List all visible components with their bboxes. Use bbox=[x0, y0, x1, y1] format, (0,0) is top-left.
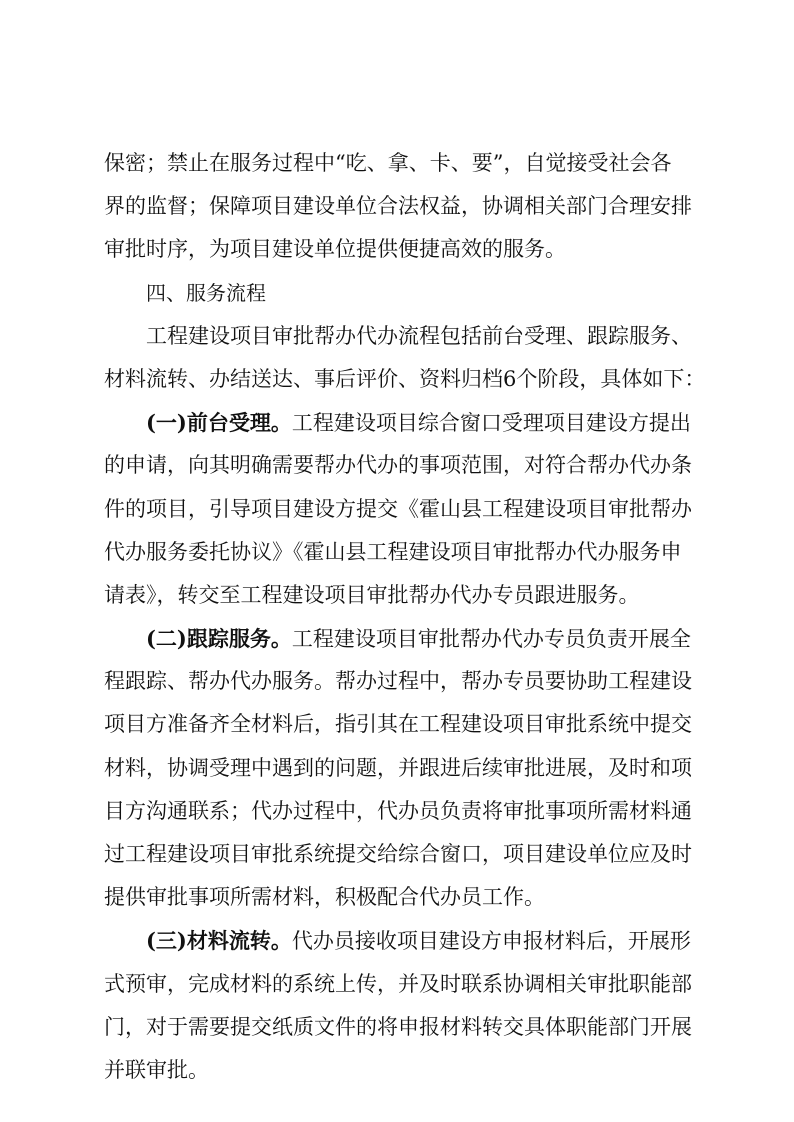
intro-line-1: 保密；禁止在服务过程中“吃、拿、卡、要”，自觉接受社会各 bbox=[104, 151, 672, 175]
paragraph-1-title: (一)前台受理。 bbox=[146, 410, 292, 436]
paragraph-1-line: 件的项目，引导项目建设方提交《霍山县工程建设项目审批帮办 bbox=[104, 496, 692, 521]
overview-line-1: 工程建设项目审批帮办代办流程包括前台受理、跟踪服务、 bbox=[146, 323, 692, 348]
paragraph-1-first-line bbox=[104, 401, 698, 444]
paragraph-2-line: 目方沟通联系；代办过程中，代办员负责将审批事项所需材料通 bbox=[104, 798, 692, 823]
paragraph-2-text: 工程建设项目审批帮办代办专员负责开展全 bbox=[291, 627, 691, 652]
intro-line-3: 审批时序，为项目建设单位提供便捷高效的服务。 bbox=[104, 237, 566, 262]
paragraph-2-line: 程跟踪、帮办代办服务。帮办过程中，帮办专员要协助工程建设 bbox=[104, 669, 692, 694]
paragraph-1-line: 请表》，转交至工程建设项目审批帮办代办专员跟进服务。 bbox=[104, 582, 640, 607]
paragraph-3-first-line bbox=[104, 919, 698, 962]
document-page bbox=[104, 142, 706, 1092]
overview-line-2: 材料流转、办结送达、事后评价、资料归档6个阶段，具体如下： bbox=[104, 366, 706, 391]
paragraph-3-title: (三)材料流转。 bbox=[146, 928, 292, 954]
paragraph-1-text: 工程建设项目综合窗口受理项目建设方提出 bbox=[291, 411, 691, 436]
paragraph-1-line: 代办服务委托协议》《霍山县工程建设项目审批帮办代办服务申 bbox=[104, 539, 682, 564]
paragraph-2-line: 提供审批事项所需材料，积极配合代办员工作。 bbox=[104, 885, 545, 910]
paragraph-2-title: (二)跟踪服务。 bbox=[146, 626, 292, 652]
paragraph-1-line: 的申请，向其明确需要帮办代办的事项范围，对符合帮办代办条 bbox=[104, 453, 692, 478]
section-heading: 四、服务流程 bbox=[146, 280, 266, 305]
paragraph-2-first-line bbox=[104, 617, 698, 660]
paragraph-2-line: 项目方准备齐全材料后，指引其在工程建设项目审批系统中提交 bbox=[104, 712, 692, 737]
paragraph-2-line: 过工程建设项目审批系统提交给综合窗口，项目建设单位应及时 bbox=[104, 842, 692, 866]
paragraph-2-line: 材料，协调受理中遇到的问题，并跟进后续审批进展，及时和项 bbox=[104, 755, 692, 780]
paragraph-3-text: 代办员接收项目建设方申报材料后，开展形 bbox=[291, 929, 691, 954]
paragraph-3-line: 式预审，完成材料的系统上传，并及时联系协调相关审批职能部 bbox=[104, 971, 692, 996]
intro-line-2: 界的监督；保障项目建设单位合法权益，协调相关部门合理安排 bbox=[104, 194, 692, 219]
paragraph-3-line: 门，对于需要提交纸质文件的将申报材料转交具体职能部门开展 bbox=[104, 1014, 692, 1039]
paragraph-3-line: 并联审批。 bbox=[104, 1057, 209, 1082]
